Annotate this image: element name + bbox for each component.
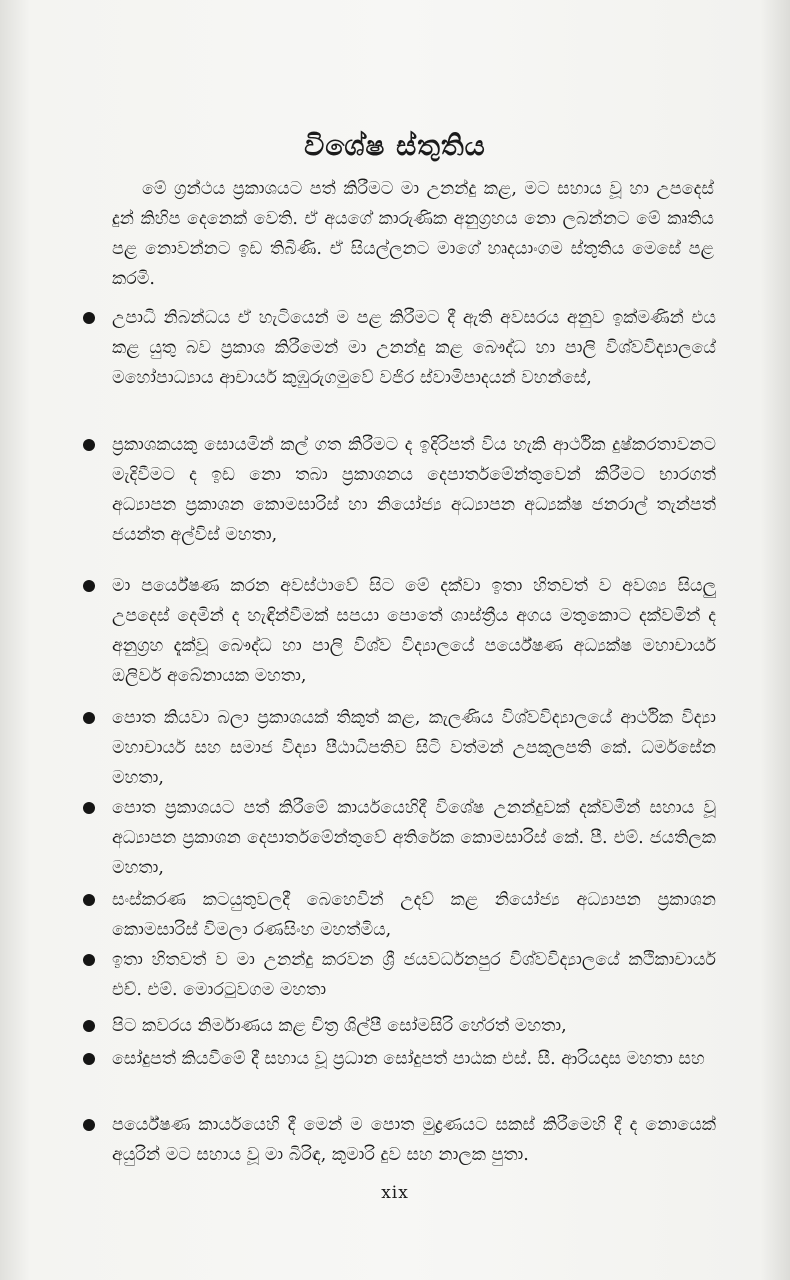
list-item-text: සෝදුපත් කියවීමේ දී සහාය වූ ප්‍රධාන සෝදුපත් පාඨක එස්. සී. ආරියදාස මහතා සහ: [112, 1049, 705, 1069]
bullet-icon: [83, 1119, 95, 1131]
bullet-icon: [83, 712, 95, 724]
list-item: [112, 1011, 716, 1041]
bullet-icon: [83, 894, 95, 906]
list-item: [112, 1110, 716, 1170]
list-item: [112, 1044, 716, 1074]
bullet-icon: [83, 1053, 95, 1065]
list-item: [112, 430, 716, 550]
list-item-text: පොත ප්‍රකාශයට පත් කිරීමේ කාර්යයෙහිදී විශේෂ උනන්දුවක් දක්වමින් සහාය වූ අධ්‍යාපන ප්‍රකාශන දෙපාර්තමේන්තුවේ අතිරේක කොමසාරිස් කේ. පී. එම්. ජයතිලක මහතා,: [112, 798, 716, 878]
bullet-icon: [83, 439, 95, 451]
list-item-text: පිට කවරය නිර්මාණය කළ චිත්‍ර ශිල්පී සෝමසිරි හේරත් මහතා,: [112, 1016, 567, 1036]
list-item: [112, 945, 716, 1005]
list-item-text: ඉතා හිතවත් ව මා උනන්දු කරවන ශ්‍රී ජයවර්ධනපුර විශ්වවිද්‍යාලයේ කථිකාචාර්ය එච්. එම්. මොරටුවගම මහතා: [112, 950, 716, 1000]
list-item-text: උපාධි නිබන්ධය ඒ හැටියෙන් ම පළ කිරීමට දී ඇති අවසරය අනුව ඉක්මණින් එය කළ යුතු බව ප්‍රකාශ කිරීමෙන් මා උනන්දු කළ බෞද්ධ හා පාලි විශ්වවිද්‍යාලයේ මහෝපාධ්‍යාය ආචාර්ය කුඹුරුගමුවේ වජිර ස්වාමිපාදයන් වහන්සේ,: [112, 308, 716, 388]
list-item: [112, 703, 716, 793]
bullet-icon: [83, 580, 95, 592]
list-item-text: සංස්කරණ කටයුතුවලදී බෙහෙවින් උදව් කළ නියෝජ්‍ය අධ්‍යාපන ප්‍රකාශන කොමසාරිස් විමලා රණසිංහ මහත්මිය,: [112, 890, 716, 940]
bullet-icon: [83, 1020, 95, 1032]
list-item-text: ප්‍රකාශකයකු සොයමින් කල් ගත කිරීමට ද ඉදිරිපත් විය හැකි ආර්ථික දුෂ්කරතාවනට මැදිවීමට ද ඉඩ නො තබා ප්‍රකාශනය දෙපාර්තමේන්තුවෙන් කිරීමට භාරගත් අධ්‍යාපන ප්‍රකාශන කොමසාරිස් හා නියෝජ්‍ය අධ්‍යාපන අධ්‍යක්ෂ ජනරාල් තැන්පත් ජයන්ත අල්විස් මහතා,: [112, 435, 716, 545]
list-item-text: පර්යේෂණ කාර්යයෙහි දී මෙන් ම පොත මුද්‍රණයට සකස් කිරීමෙහි දී ද නොයෙක් අයුරින් මට සහාය වූ මා බිරිඳ, කුමාරි දුව සහ නාලක පුතා.: [112, 1115, 716, 1165]
intro-paragraph: මේ ග්‍රන්ථය ප්‍රකාශයට පත් කිරීමට මා උනන්දු කළ, මට සහාය වූ හා උපදෙස් දුන් කිහිප දෙනෙක් වෙති. ඒ අයගේ කාරුණික අනුග්‍රහය නො ලබන්නට මේ කෘතිය පළ නොවන්නට ඉඩ තිබිණි. ඒ සියල්ලනට මාගේ හෘදයාංගම ස්තුතිය මෙසේ පළ කරමි.: [112, 179, 714, 289]
bullet-icon: [83, 802, 95, 814]
list-item: [112, 571, 716, 691]
list-item: [112, 885, 716, 945]
list-item: [112, 303, 716, 393]
page-title: විශේෂ ස්තුතිය: [304, 129, 486, 162]
bullet-icon: [83, 954, 95, 966]
list-item-text: පොත කියවා බලා ප්‍රකාශයක් තිකුත් කළ, කැලණිය විශ්වවිද්‍යාලයේ ආර්ථික විද්‍යා මහාචාර්ය සහ සමාජ විද්‍යා පීඨාධිපතිව සිටි වත්මන් උපකුලපති කේ. ධර්මසේන මහතා,: [112, 708, 716, 788]
list-item: [112, 793, 716, 883]
page-number: xix: [381, 1183, 409, 1203]
list-item-text: මා පර්යේෂණ කරන අවස්ථාවේ සිට මේ දක්වා ඉතා හිතවත් ව අවශ්‍ය සියලු උපදෙස් දෙමින් ද හැඳින්වීමක් සපයා පොතේ ශාස්ත්‍රීය අගය මතුකොට දක්වමින් ද අනුග්‍රහ දැක්වූ බෞද්ධ හා පාලි විශ්ව විද්‍යාලයේ පර්යේෂණ අධ්‍යක්ෂ මහාචාර්ය ඔලිවර් අබේනායක මහතා,: [112, 576, 716, 686]
bullet-icon: [83, 312, 95, 324]
